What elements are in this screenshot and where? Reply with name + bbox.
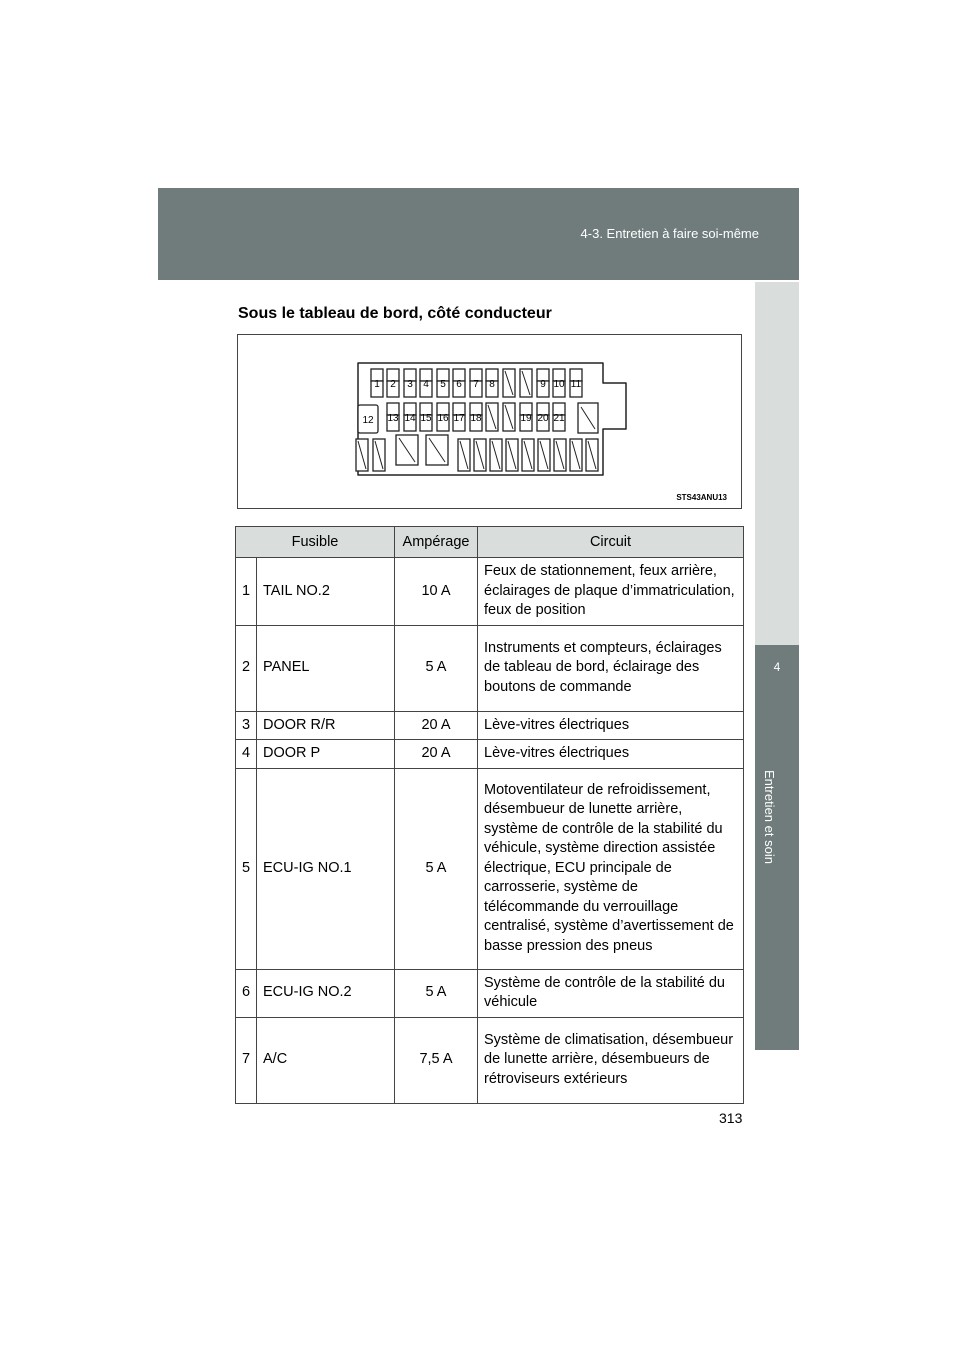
fuse-box-diagram xyxy=(237,334,742,509)
fuse-label: 10 xyxy=(553,379,565,390)
fuse-circuit: Système de climatisation, désembueur de lunette arrière, désembueurs de rétroviseurs extérieurs xyxy=(478,1017,744,1103)
fuse-label: 18 xyxy=(470,413,482,424)
fuse-name: DOOR P xyxy=(257,740,395,769)
fuse-amperage: 5 A xyxy=(395,768,478,969)
fuse-name: ECU-IG NO.2 xyxy=(257,969,395,1017)
fuse-amperage: 5 A xyxy=(395,625,478,711)
fuse-number: 6 xyxy=(236,969,257,1017)
diagram-code: STS43ANU13 xyxy=(676,493,727,502)
fuse-table xyxy=(235,526,744,1104)
chapter-number: 4 xyxy=(773,660,781,674)
fuse-label: 15 xyxy=(420,413,432,424)
fuse-amperage: 7,5 A xyxy=(395,1017,478,1103)
fuse-amperage: 20 A xyxy=(395,740,478,769)
header-section-title: 4-3. Entretien à faire soi-même xyxy=(580,226,759,241)
sidebar-strip xyxy=(755,282,799,645)
fuse-amperage: 5 A xyxy=(395,969,478,1017)
section-title: Sous le tableau de bord, côté conducteur xyxy=(238,305,552,322)
table-row xyxy=(236,711,744,740)
fuse-label: 11 xyxy=(570,379,582,390)
section-header xyxy=(158,188,799,280)
fuse-label: 21 xyxy=(553,413,565,424)
fuse-label: 8 xyxy=(489,379,495,390)
fuse-circuit: Instruments et compteurs, éclairages de tableau de bord, éclairage des boutons de commande xyxy=(478,625,744,711)
fuse-circuit: Lève-vitres électriques xyxy=(478,740,744,769)
fuse-label: 13 xyxy=(387,413,399,424)
fuse-amperage: 10 A xyxy=(395,558,478,626)
table-row xyxy=(236,969,744,1017)
fuse-circuit: Feux de stationnement, feux arrière, éclairages de plaque d’immatriculation, feux de position xyxy=(478,558,744,626)
table-header-row xyxy=(236,527,744,558)
chapter-title: Entretien et soin xyxy=(762,770,777,864)
fuse-number: 2 xyxy=(236,625,257,711)
fuse-name: TAIL NO.2 xyxy=(257,558,395,626)
table-row xyxy=(236,1017,744,1103)
fuse-number: 1 xyxy=(236,558,257,626)
fuse-label: 12 xyxy=(362,415,374,426)
fuse-label: 14 xyxy=(404,413,416,424)
fuse-label: 6 xyxy=(456,379,462,390)
fuse-label: 5 xyxy=(440,379,446,390)
fuse-label: 17 xyxy=(453,413,465,424)
header-amperage: Ampérage xyxy=(395,527,478,558)
fuse-label: 19 xyxy=(520,413,532,424)
fuse-box-illustration xyxy=(238,335,741,508)
table-row xyxy=(236,625,744,711)
fuse-label: 2 xyxy=(390,379,396,390)
fuse-label: 20 xyxy=(537,413,549,424)
fuse-name: PANEL xyxy=(257,625,395,711)
fuse-label: 3 xyxy=(407,379,413,390)
header-circuit: Circuit xyxy=(478,527,744,558)
table-row xyxy=(236,558,744,626)
page-number: 313 xyxy=(719,1110,743,1126)
fuse-name: A/C xyxy=(257,1017,395,1103)
fuse-circuit: Lève-vitres électriques xyxy=(478,711,744,740)
fuse-label: 4 xyxy=(423,379,429,390)
fuse-label: 1 xyxy=(374,379,380,390)
fuse-number: 5 xyxy=(236,768,257,969)
header-fuse: Fusible xyxy=(236,527,395,558)
fuse-number: 4 xyxy=(236,740,257,769)
fuse-circuit: Système de contrôle de la stabilité du véhicule xyxy=(478,969,744,1017)
table-row xyxy=(236,740,744,769)
fuse-name: ECU-IG NO.1 xyxy=(257,768,395,969)
fuse-name: DOOR R/R xyxy=(257,711,395,740)
table-row xyxy=(236,768,744,969)
fuse-circuit: Motoventilateur de refroidissement, désembueur de lunette arrière, système de contrôle de la stabilité du véhicule, système direction assistée électrique, ECU principale de carrosserie, système de télécommande du verrouillage centralisé, système d’avertissement de basse pression des pneus xyxy=(478,768,744,969)
fuse-number: 3 xyxy=(236,711,257,740)
fuse-label: 7 xyxy=(473,379,479,390)
fuse-label: 9 xyxy=(540,379,546,390)
fuse-label: 16 xyxy=(437,413,449,424)
fuse-number: 7 xyxy=(236,1017,257,1103)
fuse-amperage: 20 A xyxy=(395,711,478,740)
